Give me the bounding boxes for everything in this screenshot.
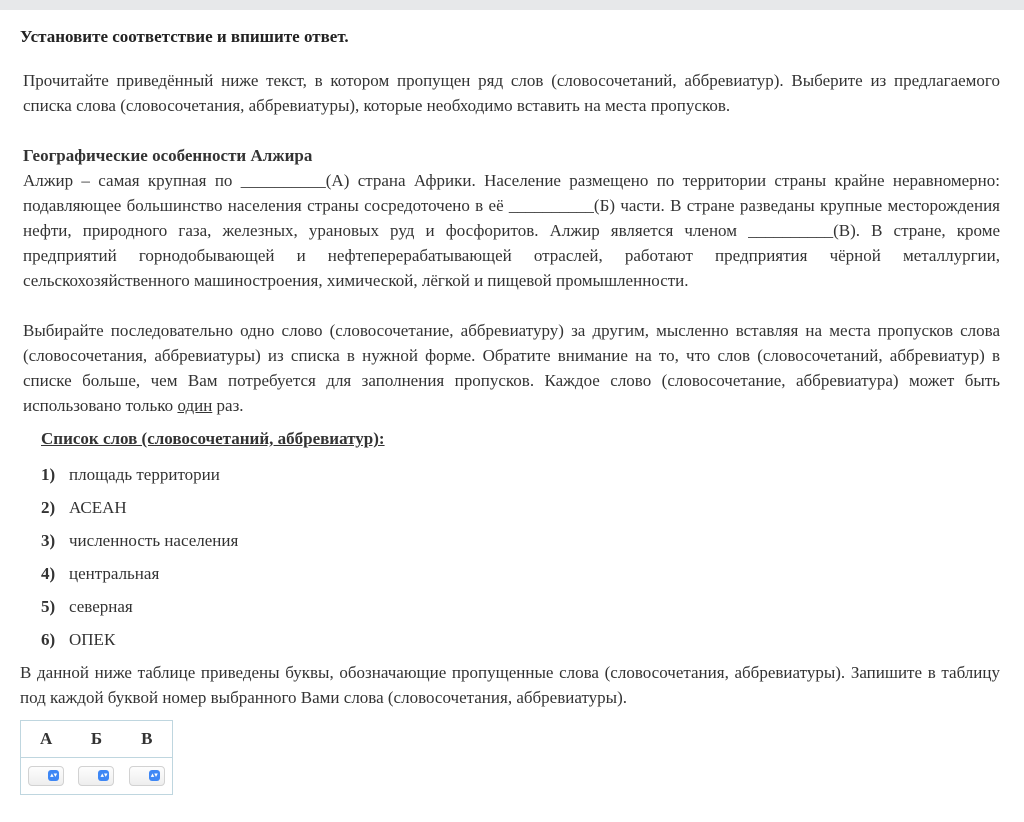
passage	[23, 143, 1000, 293]
column-header-v: В	[122, 721, 173, 758]
wordlist-title: Список слов (словосочетаний, аббревиатур):	[41, 429, 385, 448]
column-header-a: А	[21, 721, 72, 758]
word-list	[41, 462, 238, 660]
column-header-b: Б	[71, 721, 121, 758]
list-item: 6) ОПЕК	[41, 630, 116, 649]
passage-heading: Географические особенности Алжира	[23, 146, 313, 165]
list-item: 4) центральная	[41, 564, 160, 583]
task-intro: Прочитайте приведённый ниже текст, в котором пропущен ряд слов (словосочетаний, аббревиатур). Выберите из предлагаемого списка слова (словосочетания, аббревиатуры), которые необходимо вставить на места пропусков.	[23, 71, 1000, 115]
select-arrows-icon: ▴▾	[50, 771, 58, 779]
list-item: 1) площадь территории	[41, 465, 220, 484]
list-item: 3) численность населения	[41, 531, 239, 550]
passage-text: Алжир – самая крупная по __________(А) страна Африки. Население размещено по территории страны крайне неравномерно: подавляющее большинство населения страны сосредоточено в её __________(Б) части. В стране разведаны крупные месторождения нефти, природного газа, железных, урановых руд и фосфоритов. Алжир является членом __________(В). В стране, кроме предприятий горнодобывающей и нефтеперерабатывающей отраслей, работают предприятия чёрной металлургии, сельскохозяйственного машиностроения, химической, лёгкой и пищевой промышленности.	[23, 171, 1000, 290]
emphasis-once: один	[177, 396, 213, 415]
answer-table	[20, 720, 173, 795]
list-item: 2) АСЕАН	[41, 498, 127, 517]
answer-select-b[interactable]	[78, 766, 114, 786]
select-arrows-icon: ▴▾	[100, 771, 108, 779]
list-item: 5) северная	[41, 597, 133, 616]
task-title: Установите соответствие и впишите ответ.	[20, 27, 349, 46]
select-arrows-icon: ▴▾	[150, 771, 158, 779]
instructions: Выбирайте последовательно одно слово (словосочетание, аббревиатуру) за другим, мысленно вставляя на места пропусков слова (словосочетания, аббревиатуры) из списка в нужной форме. Обратите внимание на то, что слов (словосочетаний, аббревиатур) в списке больше, чем Вам потребуется для заполнения пропусков. Каждое слово (словосочетание, аббревиатура) может быть использовано только один раз.	[23, 321, 1000, 415]
table-instruction: В данной ниже таблице приведены буквы, обозначающие пропущенные слова (словосочетания, аббревиатуры). Запишите в таблицу под каждой буквой номер выбранного Вами слова (словосочетания, аббревиатуры).	[20, 663, 1000, 707]
answer-select-a[interactable]	[28, 766, 64, 786]
top-bar	[0, 0, 1024, 10]
answer-select-v[interactable]	[129, 766, 165, 786]
